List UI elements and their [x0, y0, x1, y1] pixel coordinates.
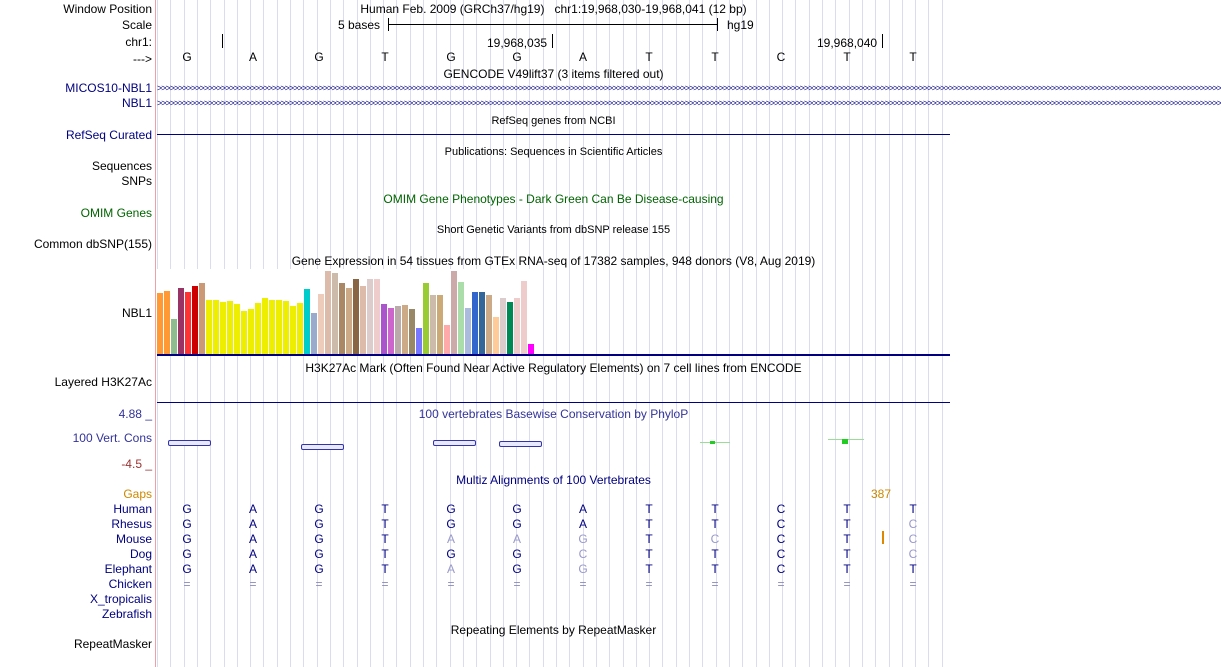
alignment-base: C [710, 532, 720, 546]
refseq-gene-line[interactable] [157, 134, 950, 135]
gtex-tissue-bar[interactable] [213, 300, 219, 354]
gtex-baseline [157, 354, 950, 356]
publications-label-snps[interactable]: SNPs [121, 174, 152, 188]
alignment-base: = [645, 577, 653, 591]
gtex-tissue-bar[interactable] [248, 309, 254, 354]
alignment-base: G [182, 517, 192, 531]
alignment-base: T [645, 547, 653, 561]
repeatmasker-track-title[interactable]: Repeating Elements by RepeatMasker [450, 623, 657, 637]
gtex-track-title[interactable]: Gene Expression in 54 tissues from GTEx RNA-seq of 17382 samples, 948 donors (V8, Aug 2019) [291, 254, 816, 268]
dbsnp-track-title[interactable]: Short Genetic Variants from dbSNP release 155 [436, 224, 671, 236]
alignment-base: T [909, 562, 917, 576]
gtex-tissue-bar[interactable] [367, 279, 373, 354]
base-letter: G [446, 50, 456, 64]
gene-feature-nbl1[interactable]: >>>>>>>>>>>>>>>>>>>>>>>>>>>>>>>>>>>>>>>>>>>>>>>>>>>>>>>>>>>>>>>>>>>>>>>>>>>>>>>>>>>>>>>>>>>>>>>>>>>>>>>>>>>>>>>>>>>>>>>>>>>>>>>>>>>>>>>>>>>>>>>>>>>>>>>>>>>>>>>>>>>>>>>>>>>>>>>>>>>>>>>>>>>>>>>>>>>>>>>>>>>>>>>>>>>>>>>>>>>>>>>>>>>>>>>>>>>>>>>>>>>>>>>>>> [157, 98, 1221, 108]
species-label[interactable]: Rhesus [111, 517, 152, 531]
alignment-base: = [843, 577, 851, 591]
gtex-tissue-bar[interactable] [276, 300, 282, 354]
gtex-tissue-bar[interactable] [241, 311, 247, 354]
h3k27ac-track-title[interactable]: H3K27Ac Mark (Often Found Near Active Regulatory Elements) on 7 cell lines from ENCODE [305, 361, 802, 375]
gtex-tissue-bar[interactable] [437, 295, 443, 354]
alignment-base: C [776, 562, 786, 576]
conservation-bar [433, 440, 476, 446]
alignment-base: T [843, 562, 851, 576]
alignment-base: G [446, 517, 456, 531]
alignment-base: C [908, 547, 918, 561]
alignment-base: T [711, 547, 719, 561]
base-letter: A [248, 50, 257, 64]
gtex-tissue-bar[interactable] [458, 282, 464, 354]
alignment-base: = [777, 577, 785, 591]
alignment-base: = [909, 577, 917, 591]
alignment-base: T [843, 517, 851, 531]
gene-feature-micos10-nbl1[interactable]: >>>>>>>>>>>>>>>>>>>>>>>>>>>>>>>>>>>>>>>>>>>>>>>>>>>>>>>>>>>>>>>>>>>>>>>>>>>>>>>>>>>>>>>>>>>>>>>>>>>>>>>>>>>>>>>>>>>>>>>>>>>>>>>>>>>>>>>>>>>>>>>>>>>>>>>>>>>>>>>>>>>>>>>>>>>>>>>>>>>>>>>>>>>>>>>>>>>>>>>>>>>>>>>>>>>>>>>>>>>>>>>>>>>>>>>>>>>>>>>>>>>>>>>>>> [157, 83, 1221, 93]
phylop-track-label[interactable]: 100 Vert. Cons [72, 431, 152, 445]
gtex-tissue-bar[interactable] [430, 295, 436, 354]
chrom-label: chr1: [125, 35, 152, 49]
species-label[interactable]: Elephant [104, 562, 152, 576]
gtex-tissue-bar[interactable] [346, 288, 352, 354]
gtex-tissue-bar[interactable] [311, 313, 317, 354]
phylop-max-label: 4.88 _ [118, 407, 152, 421]
alignment-base: T [381, 517, 389, 531]
gtex-tissue-bar[interactable] [381, 304, 387, 354]
alignment-base: A [578, 517, 587, 531]
gtex-tissue-bar[interactable] [493, 317, 499, 354]
coord-label-1: 19,968,035 [487, 36, 548, 50]
multiz-track-title[interactable]: Multiz Alignments of 100 Vertebrates [456, 473, 651, 487]
coord-tick-2 [882, 34, 883, 48]
alignment-base: A [578, 502, 587, 516]
alignment-base: T [645, 562, 653, 576]
species-label[interactable]: Mouse [115, 532, 152, 546]
alignment-base: = [183, 577, 191, 591]
scale-label: Scale [121, 18, 152, 32]
species-label[interactable]: Dog [129, 547, 152, 561]
gtex-tissue-bar[interactable] [269, 300, 275, 354]
insertion-marker [882, 531, 884, 544]
alignment-base: T [381, 532, 389, 546]
repeatmasker-track-label[interactable]: RepeatMasker [73, 637, 152, 651]
base-letter: G [314, 50, 324, 64]
gtex-tissue-bar[interactable] [220, 302, 226, 354]
window-position-value: Human Feb. 2009 (GRCh37/hg19) chr1:19,968,030-19,968,041 (12 bp) [360, 2, 747, 16]
alignment-base: G [314, 562, 324, 576]
gtex-tissue-bar[interactable] [402, 305, 408, 354]
coord-label-2: 19,968,040 [817, 36, 878, 50]
omim-track-title[interactable]: OMIM Gene Phenotypes - Dark Green Can Be Disease-causing [383, 192, 724, 206]
gtex-tissue-bar[interactable] [451, 271, 457, 354]
omim-track-label[interactable]: OMIM Genes [80, 206, 152, 220]
multiz-gaps-value: 387 [871, 487, 892, 501]
base-letter: T [843, 50, 851, 64]
gtex-tissue-bar[interactable] [353, 279, 359, 354]
window-position-label: Window Position [63, 2, 152, 16]
gtex-tissue-bar[interactable] [409, 309, 415, 354]
gtex-tissue-bar[interactable] [388, 308, 394, 354]
assembly-label: hg19 [727, 18, 754, 32]
dbsnp-track-label[interactable]: Common dbSNP(155) [33, 237, 152, 251]
alignment-base: = [579, 577, 587, 591]
species-label[interactable]: Chicken [108, 577, 152, 591]
phylop-track-title[interactable]: 100 vertebrates Basewise Conservation by PhyloP [418, 407, 689, 421]
gtex-tissue-bar[interactable] [500, 298, 506, 354]
alignment-base: = [381, 577, 389, 591]
alignment-base: G [314, 517, 324, 531]
alignment-base: T [645, 517, 653, 531]
alignment-base: G [512, 517, 522, 531]
alignment-base: C [908, 517, 918, 531]
conservation-bar-green [710, 441, 715, 444]
gtex-tissue-bar[interactable] [395, 306, 401, 354]
base-letter: G [512, 50, 522, 64]
alignment-base: C [776, 517, 786, 531]
gtex-tissue-bar[interactable] [164, 291, 170, 354]
alignment-base: G [446, 502, 456, 516]
base-letter: C [776, 50, 786, 64]
alignment-base: T [645, 502, 653, 516]
gtex-tissue-bar[interactable] [290, 306, 296, 354]
gtex-tissue-bar[interactable] [339, 283, 345, 354]
species-label[interactable]: Human [113, 502, 152, 516]
refseq-track-title[interactable]: RefSeq genes from NCBI [491, 115, 616, 127]
alignment-base: G [512, 562, 522, 576]
gtex-tissue-bar[interactable] [514, 298, 520, 354]
alignment-base: T [843, 532, 851, 546]
phylop-min-label: -4.5 _ [121, 457, 152, 471]
alignment-base: G [446, 547, 456, 561]
scale-bar-right-tick [717, 18, 718, 31]
publications-label-sequences[interactable]: Sequences [91, 159, 152, 173]
scale-bar [388, 24, 718, 25]
alignment-base: G [314, 502, 324, 516]
h3k27ac-baseline [157, 402, 950, 403]
alignment-base: G [512, 502, 522, 516]
refseq-track-label[interactable]: RefSeq Curated [65, 128, 152, 142]
alignment-base: C [776, 547, 786, 561]
base-letter: T [909, 50, 917, 64]
base-letter: T [381, 50, 389, 64]
gtex-tissue-bar[interactable] [199, 283, 205, 354]
gencode-track-title[interactable]: GENCODE V49lift37 (3 items filtered out) [443, 67, 664, 81]
conservation-bar-green [842, 439, 848, 444]
gtex-tissue-bar[interactable] [416, 328, 422, 354]
gene-label-nbl1[interactable]: NBL1 [121, 96, 152, 110]
species-label[interactable]: X_tropicalis [89, 592, 152, 606]
alignment-base: G [182, 532, 192, 546]
publications-track-title[interactable]: Publications: Sequences in Scientific Articles [444, 146, 663, 158]
alignment-base: G [182, 547, 192, 561]
alignment-base: C [908, 532, 918, 546]
conservation-line [700, 442, 730, 443]
alignment-base: G [314, 532, 324, 546]
alignment-base: A [248, 532, 257, 546]
gtex-tissue-bar[interactable] [206, 300, 212, 354]
alignment-base: T [843, 547, 851, 561]
alignment-base: A [248, 547, 257, 561]
gtex-tissue-bar[interactable] [479, 292, 485, 354]
conservation-bar [301, 444, 344, 450]
gtex-tissue-bar[interactable] [227, 301, 233, 354]
base-letter: T [645, 50, 653, 64]
alignment-base: T [381, 547, 389, 561]
gtex-tissue-bar[interactable] [171, 319, 177, 354]
gtex-gene-label[interactable]: NBL1 [121, 306, 152, 320]
alignment-base: G [512, 547, 522, 561]
gtex-tissue-bar[interactable] [283, 301, 289, 354]
gtex-tissue-bar[interactable] [444, 325, 450, 354]
alignment-base: = [513, 577, 521, 591]
alignment-base: C [776, 532, 786, 546]
alignment-base: A [248, 502, 257, 516]
alignment-base: A [446, 532, 455, 546]
gtex-tissue-bar[interactable] [185, 292, 191, 354]
gtex-tissue-bar[interactable] [507, 302, 513, 354]
gtex-tissue-bar[interactable] [521, 281, 527, 354]
alignment-base: G [182, 502, 192, 516]
alignment-base: G [578, 532, 588, 546]
base-letter: G [182, 50, 192, 64]
chrom-tick-start [222, 34, 223, 48]
gtex-tissue-bar[interactable] [465, 308, 471, 354]
alignment-base: T [909, 502, 917, 516]
alignment-base: A [248, 562, 257, 576]
alignment-base: = [249, 577, 257, 591]
multiz-gaps-label: Gaps [123, 487, 152, 501]
conservation-bar [168, 440, 211, 446]
alignment-base: A [512, 532, 521, 546]
gene-label-micos10-nbl1[interactable]: MICOS10-NBL1 [65, 81, 152, 95]
alignment-base: T [711, 502, 719, 516]
gtex-expression-chart[interactable] [157, 269, 537, 354]
gtex-tissue-bar[interactable] [472, 292, 478, 354]
h3k27ac-track-label[interactable]: Layered H3K27Ac [54, 375, 152, 389]
alignment-base: A [248, 517, 257, 531]
scale-bar-left-tick [388, 18, 389, 31]
strand-arrow-label: ---> [133, 52, 152, 66]
gtex-tissue-bar[interactable] [192, 286, 198, 354]
species-label[interactable]: Zebrafish [101, 607, 152, 621]
alignment-base: G [578, 562, 588, 576]
scale-value: 5 bases [338, 18, 381, 32]
base-letter: T [711, 50, 719, 64]
gtex-tissue-bar[interactable] [157, 293, 163, 354]
alignment-base: T [645, 532, 653, 546]
gtex-tissue-bar[interactable] [297, 303, 303, 354]
gtex-tissue-bar[interactable] [325, 271, 331, 354]
alignment-base: T [711, 562, 719, 576]
alignment-base: G [182, 562, 192, 576]
gtex-tissue-bar[interactable] [262, 298, 268, 354]
alignment-base: C [776, 502, 786, 516]
gtex-tissue-bar[interactable] [178, 288, 184, 354]
gtex-tissue-bar[interactable] [255, 303, 261, 354]
gtex-tissue-bar[interactable] [360, 286, 366, 354]
alignment-base: = [315, 577, 323, 591]
base-letter: A [578, 50, 587, 64]
gtex-tissue-bar[interactable] [374, 279, 380, 354]
gtex-tissue-bar[interactable] [423, 283, 429, 354]
alignment-base: G [314, 547, 324, 561]
alignment-base: C [578, 547, 588, 561]
conservation-bar [499, 441, 542, 447]
gtex-tissue-bar[interactable] [318, 294, 324, 354]
gtex-tissue-bar[interactable] [304, 289, 310, 354]
alignment-base: T [381, 562, 389, 576]
gtex-tissue-bar[interactable] [234, 304, 240, 354]
gtex-tissue-bar[interactable] [528, 344, 534, 354]
alignment-base: T [711, 517, 719, 531]
gtex-tissue-bar[interactable] [486, 295, 492, 354]
coord-tick-1 [552, 34, 553, 48]
gtex-tissue-bar[interactable] [332, 273, 338, 354]
alignment-base: T [843, 502, 851, 516]
alignment-base: = [711, 577, 719, 591]
label-separator [155, 0, 156, 667]
alignment-base: = [447, 577, 455, 591]
alignment-base: A [446, 562, 455, 576]
alignment-base: T [381, 502, 389, 516]
